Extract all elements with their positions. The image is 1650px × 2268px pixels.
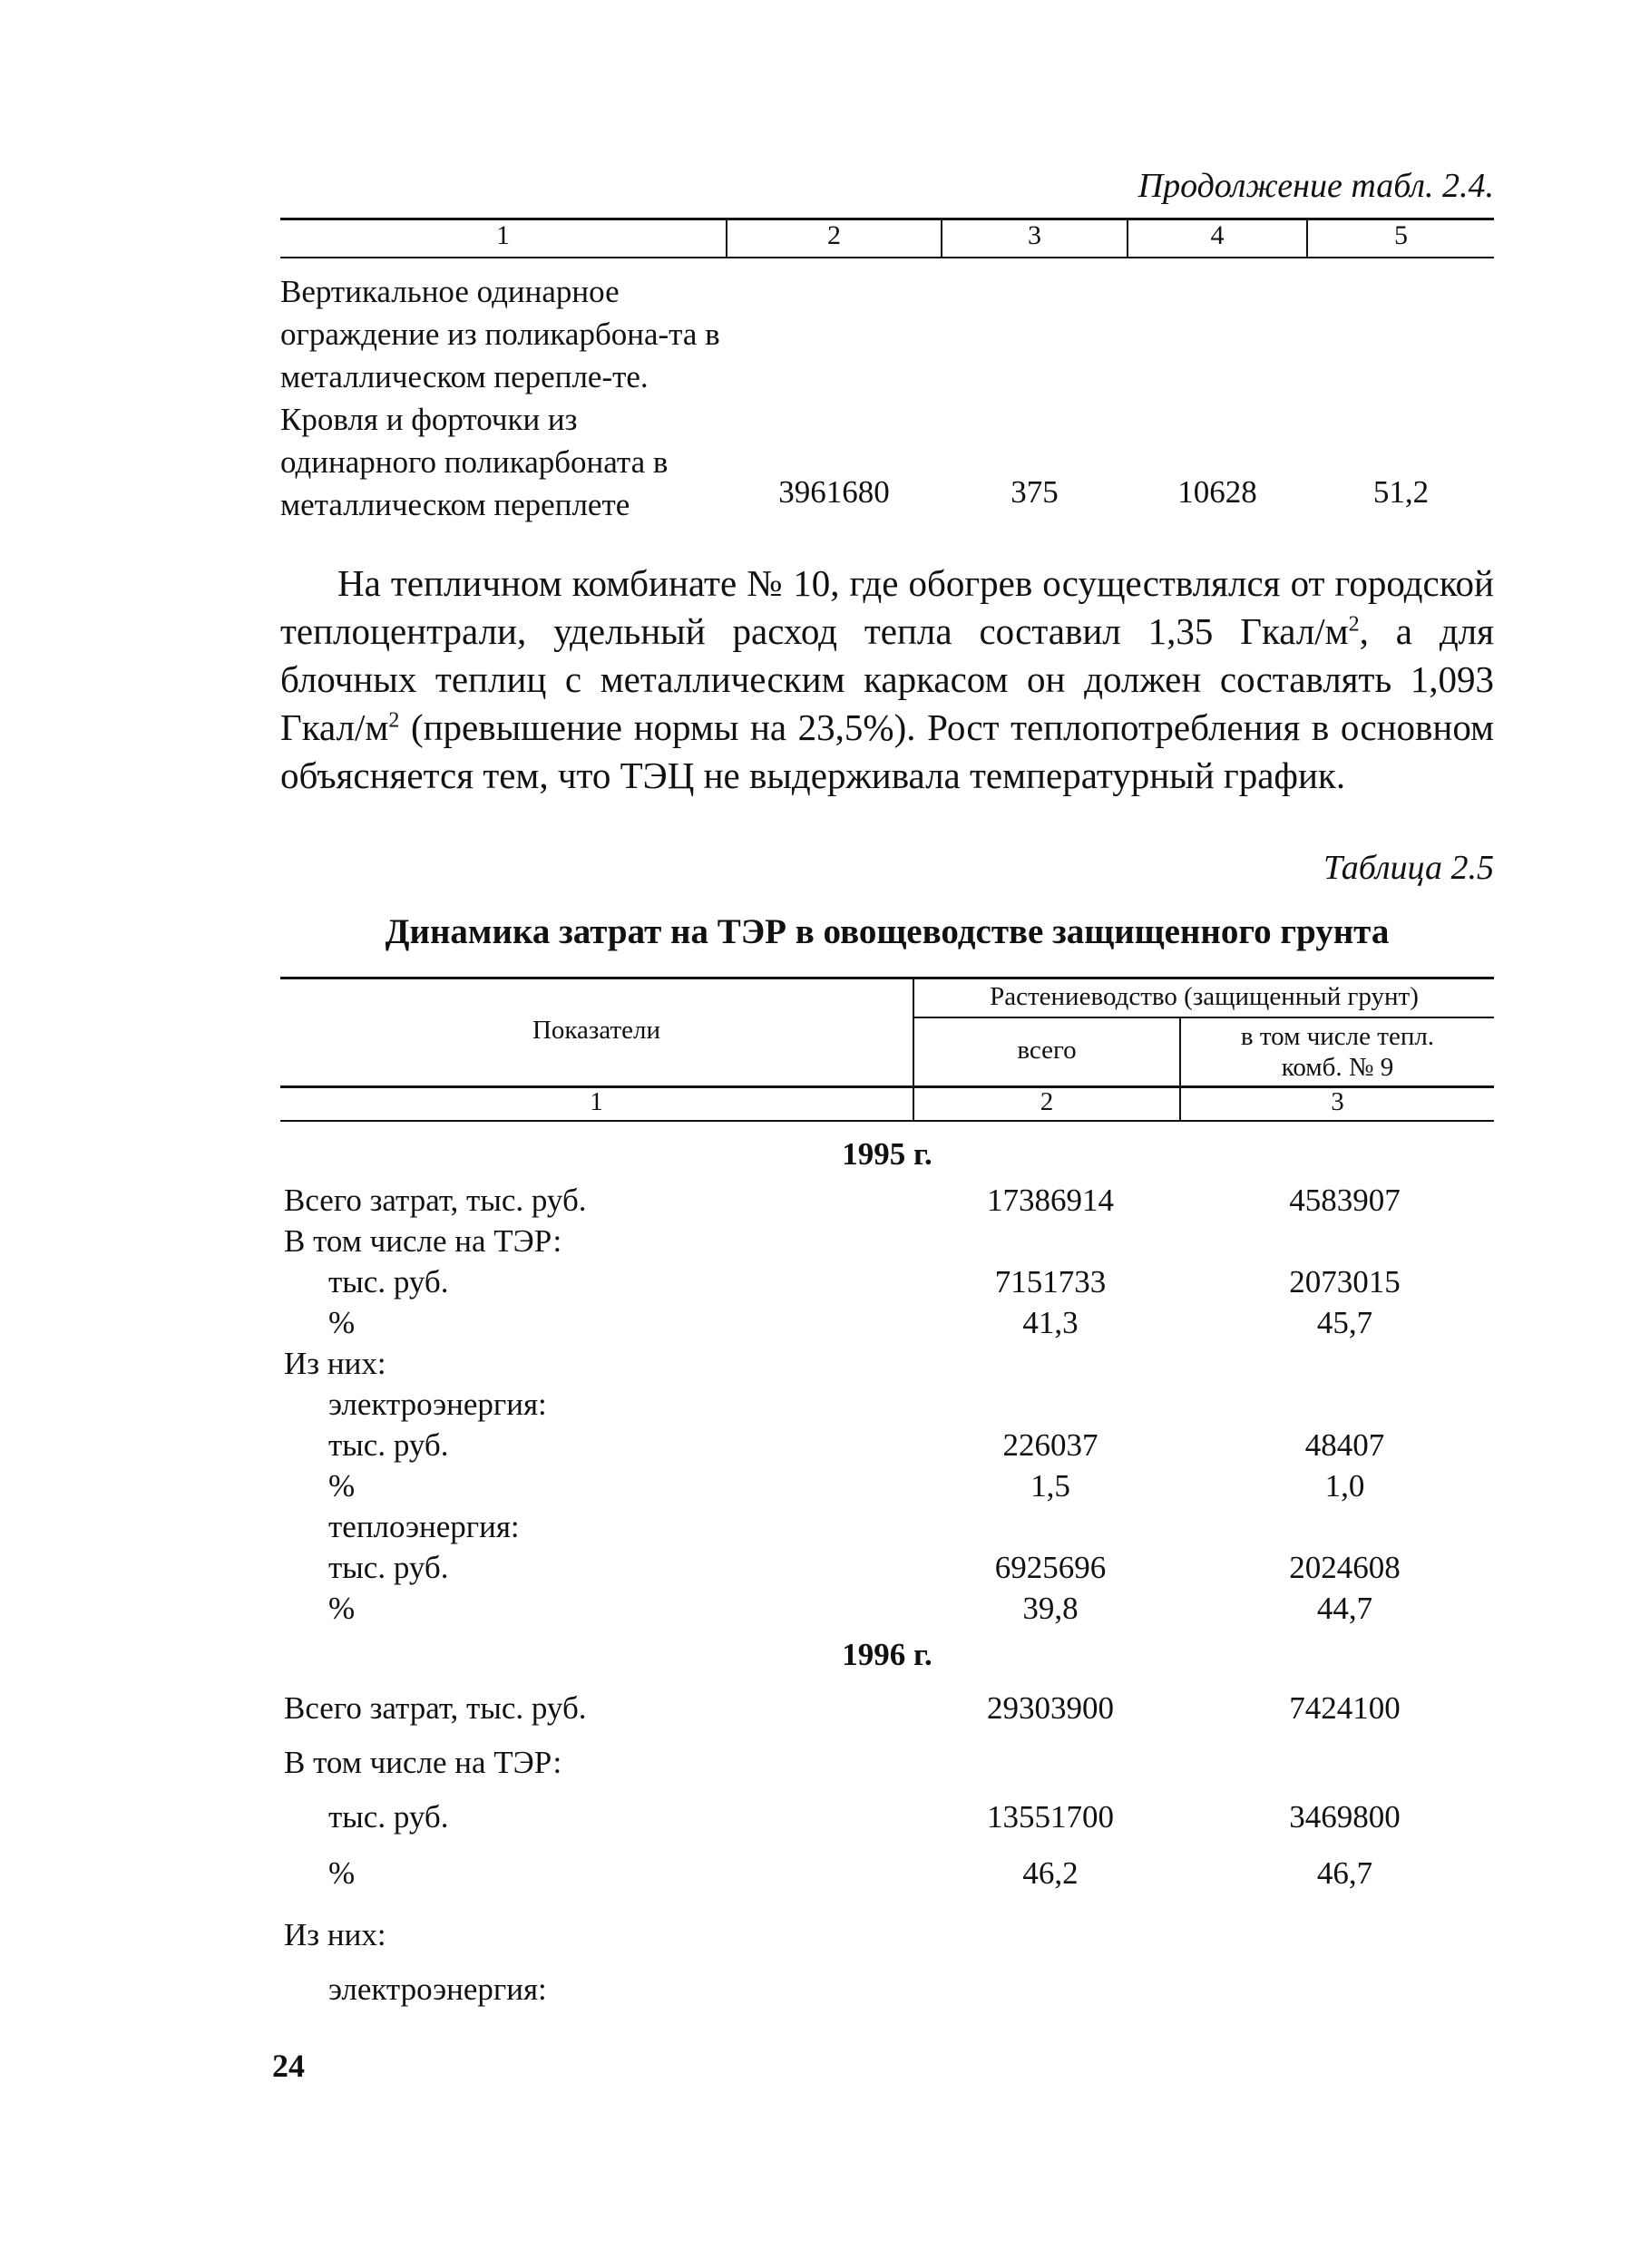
page-number: 24 bbox=[272, 2048, 305, 2084]
header-indicators: Показатели bbox=[532, 1016, 661, 1045]
value-combine: 4583907 bbox=[1289, 1183, 1401, 1218]
row-label: В том числе на ТЭР: bbox=[284, 1745, 562, 1780]
body-paragraph bbox=[280, 560, 1494, 800]
superscript: 2 bbox=[1348, 612, 1360, 637]
row-label: электроэнергия: bbox=[328, 1971, 547, 2007]
value-total: 1,5 bbox=[1030, 1468, 1070, 1504]
table-title: Динамика затрат на ТЭР в овощеводстве защищенного грунта bbox=[385, 912, 1390, 951]
value-total: 13551700 bbox=[987, 1799, 1114, 1835]
row-label: Из них: bbox=[284, 1917, 386, 1952]
row-label: тыс. руб. bbox=[328, 1799, 449, 1835]
table-cont-col-number: 1 bbox=[496, 220, 510, 250]
table-colnum-rule bbox=[280, 1120, 1494, 1122]
row-label: тыс. руб. bbox=[328, 1264, 449, 1299]
header-included-line: комб. № 9 bbox=[1281, 1053, 1394, 1082]
table-cont-col-number: 3 bbox=[1028, 220, 1041, 250]
row-label: Всего затрат, тыс. руб. bbox=[284, 1183, 587, 1218]
value-combine: 2073015 bbox=[1289, 1264, 1401, 1299]
table-cont-value: 10628 bbox=[1177, 474, 1257, 510]
column-number: 2 bbox=[1040, 1087, 1054, 1116]
value-total: 7151733 bbox=[994, 1264, 1107, 1299]
value-total: 226037 bbox=[1002, 1427, 1098, 1463]
value-total: 29303900 bbox=[987, 1690, 1114, 1726]
paragraph-text: (превышение нормы на 23,5%). Рост теплопотребления в основном объясняется тем, что ТЭЦ не выдерживала температурный график. bbox=[280, 706, 1494, 796]
value-total: 39,8 bbox=[1022, 1591, 1079, 1626]
year-heading: 1996 г. bbox=[842, 1637, 932, 1672]
table-cont-col-number: 4 bbox=[1210, 220, 1225, 250]
row-label: % bbox=[328, 1468, 356, 1504]
year-heading: 1995 г. bbox=[842, 1136, 932, 1172]
table-group-rule bbox=[914, 1017, 1494, 1018]
row-label: % bbox=[328, 1305, 356, 1340]
table-cont-value: 3961680 bbox=[778, 474, 890, 510]
header-included bbox=[1181, 1021, 1494, 1083]
value-total: 6925696 bbox=[994, 1550, 1107, 1585]
paragraph-text: На тепличном комбинате № 10, где обогрев осуществлялся от городской теплоцентрали, удельный расход тепла составил 1,35 Гкал/м bbox=[280, 562, 1494, 652]
row-label: тыс. руб. bbox=[328, 1427, 449, 1463]
value-total: 46,2 bbox=[1022, 1855, 1079, 1891]
value-combine: 44,7 bbox=[1316, 1591, 1373, 1626]
value-total: 17386914 bbox=[987, 1183, 1114, 1218]
table-label: Таблица 2.5 bbox=[1323, 849, 1494, 887]
table-cont-header-rule bbox=[280, 257, 1494, 258]
table-cont-row-description: Вертикальное одинарное ограждение из поликарбона-та в металлическом перепле-те. Кровля и форточки из одинарного поликарбоната в металлическом переплете bbox=[280, 274, 720, 522]
column-number: 3 bbox=[1331, 1087, 1344, 1116]
row-label: % bbox=[328, 1591, 356, 1626]
table-top-rule bbox=[280, 977, 1494, 979]
header-included-line: в том числе тепл. bbox=[1240, 1022, 1435, 1051]
column-number: 1 bbox=[590, 1087, 603, 1116]
row-label: теплоэнергия: bbox=[328, 1509, 520, 1544]
row-label: электроэнергия: bbox=[328, 1387, 547, 1422]
superscript: 2 bbox=[388, 708, 400, 733]
value-combine: 3469800 bbox=[1289, 1799, 1401, 1835]
table-cont-value: 375 bbox=[1011, 474, 1059, 510]
table-cont-col-number: 5 bbox=[1394, 220, 1408, 250]
value-combine: 7424100 bbox=[1289, 1690, 1401, 1726]
header-group: Растениеводство (защищенный грунт) bbox=[990, 982, 1419, 1011]
value-combine: 2024608 bbox=[1289, 1550, 1401, 1585]
value-combine: 46,7 bbox=[1316, 1855, 1373, 1891]
row-label: Всего затрат, тыс. руб. bbox=[284, 1690, 587, 1726]
row-label: тыс. руб. bbox=[328, 1550, 449, 1585]
row-label: % bbox=[328, 1855, 356, 1891]
value-combine: 45,7 bbox=[1316, 1305, 1373, 1340]
row-label: Из них: bbox=[284, 1346, 386, 1381]
table-cont-value: 51,2 bbox=[1372, 474, 1430, 510]
table-cont-col-number: 2 bbox=[827, 220, 841, 250]
value-total: 41,3 bbox=[1022, 1305, 1079, 1340]
value-combine: 48407 bbox=[1304, 1427, 1385, 1463]
row-label: В том числе на ТЭР: bbox=[284, 1223, 562, 1259]
paragraph-text: , а для блочных теплиц с металлическим каркасом он должен составлять 1,093 Гкал/м bbox=[280, 610, 1494, 748]
continuation-caption: Продолжение табл. 2.4. bbox=[1137, 167, 1494, 205]
header-total: всего bbox=[1017, 1036, 1077, 1065]
value-combine: 1,0 bbox=[1324, 1468, 1365, 1504]
